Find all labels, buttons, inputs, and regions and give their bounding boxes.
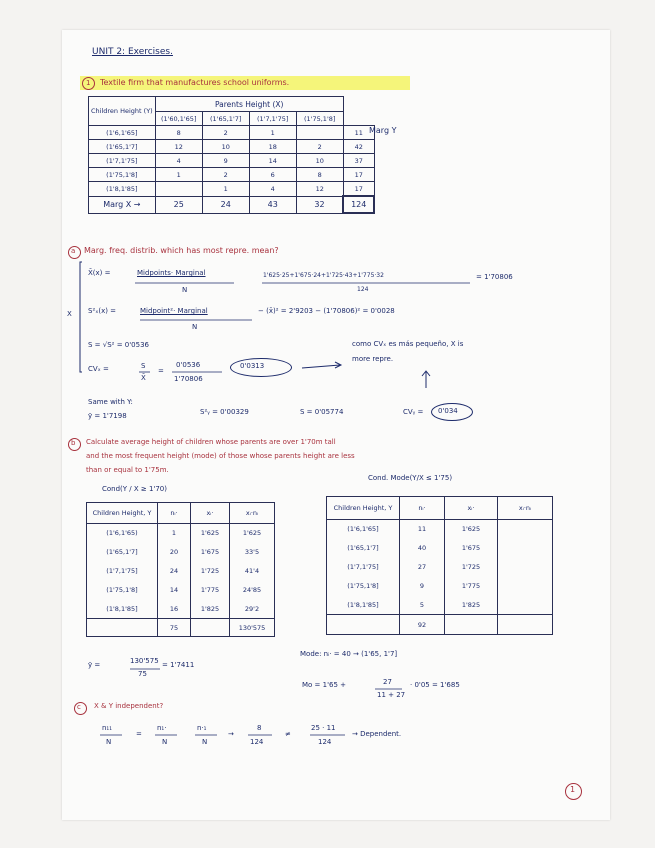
cell: 1'775 [445, 577, 498, 596]
parents-height-header: Parents Height (X) [155, 97, 343, 112]
header-cell: xᵢ· [445, 497, 498, 520]
cell: 14 [158, 581, 191, 600]
x-col-header: (1'75,1'8] [296, 112, 343, 126]
cell: 1 [155, 168, 202, 182]
row-label: (1'7,1'75] [87, 562, 158, 581]
cell: 41'4 [230, 562, 275, 581]
row-label: (1'75,1'8] [327, 577, 400, 596]
cell: 1'775 [191, 581, 230, 600]
cell: 11 [400, 520, 445, 539]
cell: 1'675 [191, 543, 230, 562]
cv-num: 0'0536 [176, 361, 201, 369]
blank-cell [445, 615, 498, 635]
marg-y-cell: 11 [343, 126, 374, 140]
c-result: → Dependent. [352, 730, 402, 738]
c-N1: N [106, 738, 112, 746]
cell: 24'85 [230, 581, 275, 600]
cell: 20 [158, 543, 191, 562]
mo-lhs: Mo = 1'65 + [302, 681, 347, 689]
c-f124: 124 [250, 738, 264, 746]
grand-total: 124 [343, 196, 374, 213]
cell: 4 [249, 182, 296, 197]
c-fden: 124 [318, 738, 332, 746]
marg-y-cell: 17 [343, 168, 374, 182]
row-label: (1'65,1'7] [89, 140, 156, 154]
left-brace [80, 262, 82, 372]
cell: 1'825 [191, 600, 230, 619]
ybar-den: 75 [138, 670, 147, 678]
blank-cell [87, 619, 158, 637]
cell: 1'625 [230, 524, 275, 543]
cell: 4 [155, 154, 202, 168]
header-cell: xᵢ· [191, 503, 230, 524]
header-cell: xᵢ·nᵢ [498, 497, 553, 520]
ybar-num: 130'575 [130, 657, 159, 665]
conditional-table-2 [326, 496, 553, 635]
mode-line: Mode: nᵢ· = 40 → (1'65, 1'7] [300, 650, 398, 658]
cell: 27 [400, 558, 445, 577]
marg-x-cell: 43 [249, 196, 296, 213]
sum-cell: 130'575 [230, 619, 275, 637]
cond-label-1: Cond(Y / X ≥ 1'70) [102, 485, 167, 493]
cell: 9 [400, 577, 445, 596]
marg-y-cell: 42 [343, 140, 374, 154]
part-b-label: b [71, 439, 76, 447]
mo-num: 27 [383, 678, 392, 686]
cell: 2 [202, 126, 249, 140]
total-cell: 75 [158, 619, 191, 637]
header-cell: nᵢ· [158, 503, 191, 524]
row-label: (1'8,1'85] [327, 596, 400, 615]
part-c-label: c [77, 703, 81, 711]
c-f8: 8 [257, 724, 262, 732]
page-title: UNIT 2: Exercises. [92, 47, 173, 57]
marg-x-cell: 24 [202, 196, 249, 213]
cell: 5 [400, 596, 445, 615]
table-corner: Children Height (Y) [89, 97, 156, 126]
cell: 1'625 [445, 520, 498, 539]
marg-x-cell: 25 [155, 196, 202, 213]
cv-den: 1'70806 [174, 375, 203, 383]
ybar-result: = 1'7411 [162, 661, 195, 669]
part-b-line3: than or equal to 1'75m. [86, 466, 169, 474]
cell: 2 [202, 168, 249, 182]
cell: 1'725 [191, 562, 230, 581]
cell: 8 [296, 168, 343, 182]
y-mean: ȳ = 1'7198 [88, 412, 127, 420]
cell: 1 [249, 126, 296, 140]
y-cv: 0'034 [438, 407, 458, 415]
row-label: (1'7,1'75] [327, 558, 400, 577]
row-label: (1'8,1'85] [87, 600, 158, 619]
row-label: (1'8,1'85] [89, 182, 156, 197]
marg-y-header: Marg Y [369, 126, 397, 135]
x-col-header: (1'65,1'7] [202, 112, 249, 126]
cell: 1'675 [445, 539, 498, 558]
cell: 9 [202, 154, 249, 168]
c-N3: N [202, 738, 208, 746]
row-label: (1'75,1'8] [89, 168, 156, 182]
header-cell: Children Height, Y [87, 503, 158, 524]
mo-result: · 0'05 = 1'685 [410, 681, 460, 689]
cv-s: S [141, 362, 146, 370]
ybar-lhs: ȳ = [88, 661, 101, 669]
c-N2: N [162, 738, 168, 746]
var-lhs: S²ₓ(x) = [88, 307, 117, 315]
cell: 6 [249, 168, 296, 182]
part-b-line1: Calculate average height of children whose parents are over 1'70m tall [86, 438, 336, 446]
question-number: 1 [86, 79, 91, 87]
cell: 18 [249, 140, 296, 154]
x-side-mark: X [67, 310, 72, 318]
comment-line2: more repre. [352, 355, 394, 363]
var-formula-num: Midpoint²· Marginal [140, 307, 208, 315]
c-eq: = [136, 730, 142, 738]
cell: 1'625 [191, 524, 230, 543]
row-label: (1'75,1'8] [87, 581, 158, 600]
mean-calc-num: 1'625·25+1'675·24+1'725·43+1'775·32 [263, 272, 384, 279]
row-label: (1'6,1'65] [89, 126, 156, 140]
c-arrow: → [228, 730, 234, 738]
marg-y-cell: 37 [343, 154, 374, 168]
cv-lhs: CVₓ = [88, 365, 109, 373]
cell: 2 [296, 140, 343, 154]
x-col-header: (1'7,1'75] [249, 112, 296, 126]
part-a-label: a [71, 247, 76, 255]
cond-label-2: Cond. Mode(Y/X ≤ 1'75) [368, 474, 453, 482]
mean-result: = 1'70806 [476, 273, 513, 281]
cv-result: 0'0313 [240, 362, 265, 370]
header-cell: nᵢ· [400, 497, 445, 520]
x-col-header: (1'60,1'65] [155, 112, 202, 126]
mean-lhs: X̄(x) = [88, 269, 111, 277]
cell: 33'5 [230, 543, 275, 562]
mean-formula-den: N [182, 286, 188, 294]
c-neq: ≠ [285, 730, 291, 738]
marg-y-cell: 17 [343, 182, 374, 197]
cell: 12 [155, 140, 202, 154]
part-a-heading: Marg. freq. distrib. which has most repre. mean? [84, 246, 279, 255]
header-cell: Children Height, Y [327, 497, 400, 520]
cell: 1'825 [445, 596, 498, 615]
cv-xbar: X̄ [141, 374, 146, 382]
cell: 10 [296, 154, 343, 168]
mean-formula-num: Midpoints· Marginal [137, 269, 206, 277]
cell: 10 [202, 140, 249, 154]
cell: 12 [296, 182, 343, 197]
cv-eq: = [158, 367, 164, 375]
cell: 16 [158, 600, 191, 619]
cell: 29'2 [230, 600, 275, 619]
cell [498, 558, 553, 577]
same-with-y: Same with Y: [88, 398, 133, 406]
cell [498, 577, 553, 596]
row-label: (1'6,1'65) [87, 524, 158, 543]
blank-cell [327, 615, 400, 635]
y-sd: S = 0'05774 [300, 408, 344, 416]
cell: 1'725 [445, 558, 498, 577]
c-n1dot: n₁· [157, 724, 167, 732]
part-c-heading: X & Y independent? [94, 702, 164, 710]
mean-calc-den: 124 [357, 286, 369, 293]
blank-cell [191, 619, 230, 637]
question-heading: Textile firm that manufactures school uniforms. [100, 78, 290, 87]
row-label: (1'65,1'7] [327, 539, 400, 558]
total-cell: 92 [400, 615, 445, 635]
cell [498, 539, 553, 558]
blank-cell [498, 615, 553, 635]
c-ndot1: n·₁ [197, 724, 207, 732]
cell: 14 [249, 154, 296, 168]
var-calc: − (x̄)² = 2'9203 − (1'70806)² = 0'0028 [258, 307, 395, 315]
cell: 1 [158, 524, 191, 543]
y-cv-label: CVᵧ = [403, 408, 424, 416]
row-label: (1'7,1'75] [89, 154, 156, 168]
marg-x-label: Marg X → [89, 196, 156, 213]
var-formula-den: N [192, 323, 198, 331]
conditional-table-1 [86, 502, 275, 637]
row-label: (1'65,1'7] [87, 543, 158, 562]
mo-den: 11 + 27 [377, 691, 406, 699]
cell: 1 [202, 182, 249, 197]
cell [498, 596, 553, 615]
cell [498, 520, 553, 539]
marg-x-cell: 32 [296, 196, 343, 213]
cell: 8 [155, 126, 202, 140]
row-label: (1'6,1'65] [327, 520, 400, 539]
header-cell: xᵢ·nᵢ [230, 503, 275, 524]
arrow-line [302, 365, 340, 368]
c-n11: n₁₁ [102, 724, 113, 732]
c-fnum: 25 · 11 [311, 724, 336, 732]
sd-line: S = √S² = 0'0536 [88, 341, 149, 349]
cell: 40 [400, 539, 445, 558]
part-b-line2: and the most frequent height (mode) of those whose parents height are less [86, 452, 355, 460]
y-variance: S²ᵧ = 0'00329 [200, 408, 249, 416]
comment-line1: como CVₓ es más pequeño, X is [352, 340, 464, 348]
page-number: 1 [570, 785, 576, 794]
cell: 24 [158, 562, 191, 581]
